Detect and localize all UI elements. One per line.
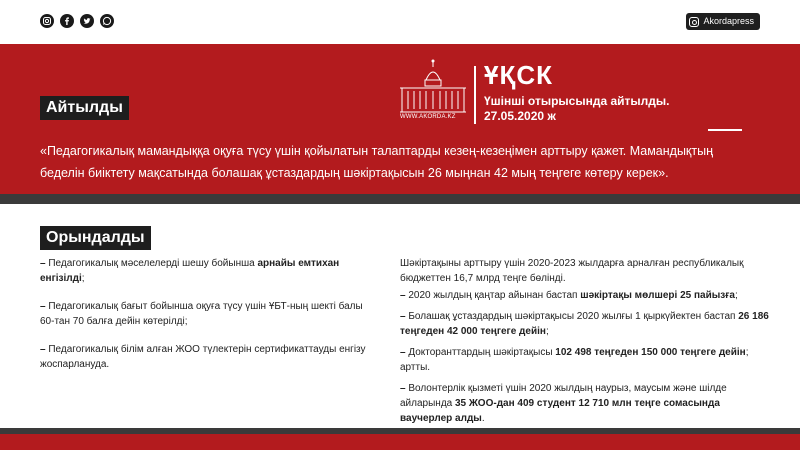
scholarship-lead: Шәкіртақыны арттыру үшін 2020-2023 жылдарға арналған республикалық бюджеттен 16,7 млрд теңге бөлінді. [400, 258, 744, 284]
akordapress-handle[interactable] [686, 13, 760, 30]
list-item: – Волонтерлік қызметі үшін 2020 жылдың наурыз, маусым және шілде айларында 35 ЖОО-дан 409 студент 12 710 млн теңге сомасында ваучерлер алды. [400, 383, 727, 424]
instagram-icon[interactable] [40, 14, 54, 28]
divider-band [0, 194, 800, 204]
list-item: – Педагогикалық мәселелерді шешу бойынша арнайы емтихан енгізілді; [40, 258, 340, 284]
done-right-list [400, 256, 770, 432]
decorative-lines [708, 129, 742, 131]
instagram-icon [689, 17, 699, 27]
footer-band-red [0, 434, 800, 450]
divider [474, 66, 476, 124]
banner [0, 44, 800, 194]
twitter-icon[interactable] [80, 14, 94, 28]
page-title: ҰҚСК [484, 60, 553, 90]
list-item: – 2020 жылдың қаңтар айынан бастап шәкіртақы мөлшері 25 пайызға; [400, 290, 738, 301]
quote-text: «Педагогикалық мамандыққа оқуға түсу үшін қойылатын талаптарды кезең-кезеңімен арттыру қажет. Мамандықтың беделін биіктету мақсатында болашақ ұстаздардың шәкіртақысын 26 мыңнан 42 мың теңгеге көтеру керек». [40, 144, 714, 180]
list-item: – Болашақ ұстаздардың шәкіртақысы 2020 жылғы 1 қыркүйектен бастап 26 186 теңгеден 42 000 теңгеге дейін; [400, 311, 769, 337]
section-label-done: Орындалды [40, 226, 151, 250]
list-item: – Докторанттардың шәкіртақысы 102 498 теңгеден 150 000 теңгеге дейін; артты. [400, 347, 749, 373]
section-label-said: Айтылды [40, 96, 129, 120]
social-icons [40, 14, 114, 28]
whatsapp-icon[interactable] [100, 14, 114, 28]
list-item: – Педагогикалық бағыт бойынша оқуға түсу үшін ҰБТ-ның шекті балы 60-тан 70 балға дейін көтерілді; [40, 301, 363, 327]
subtitle-date: 27.05.2020 ж [484, 109, 556, 123]
site-url: WWW.AKORDA.KZ [400, 114, 456, 120]
list-item: – Педагогикалық білім алған ЖОО түлектерін сертификаттауды енгізу жоспарлануда. [40, 344, 366, 370]
top-bar [0, 0, 800, 44]
handle-text: Akordapress [703, 16, 754, 26]
subtitle [484, 94, 669, 124]
subtitle-line-1: Үшінші отырысында айтылды. [484, 94, 670, 108]
facebook-icon[interactable] [60, 14, 74, 28]
done-left-list [40, 256, 370, 385]
